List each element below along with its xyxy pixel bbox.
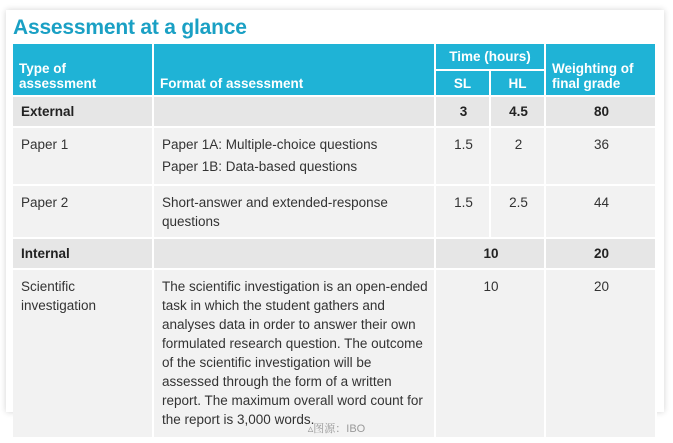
weight-cell: 80 xyxy=(545,96,656,127)
format-cell xyxy=(153,127,435,185)
weight-cell: 36 xyxy=(545,127,656,185)
table-row-paper1 xyxy=(13,127,656,185)
time-cell: 10 xyxy=(435,269,545,438)
page-title: Assessment at a glance xyxy=(13,16,247,39)
time-cell: 10 xyxy=(435,238,545,269)
hl-cell: 4.5 xyxy=(490,96,545,127)
section-row-internal xyxy=(13,238,656,269)
sl-cell: 1.5 xyxy=(435,185,490,238)
format-line: Paper 1B: Data-based questions xyxy=(162,159,358,174)
header-weighting: Weighting of final grade xyxy=(545,44,656,96)
empty-cell xyxy=(153,96,435,127)
header-format: Format of assessment xyxy=(153,44,435,96)
table-row-scientific xyxy=(13,269,656,438)
hl-cell: 2.5 xyxy=(490,185,545,238)
type-cell: Paper 2 xyxy=(13,185,153,238)
format-cell: The scientific investigation is an open-ended task in which the student gathers and analyses data in order to answer their own formulated research question. The outcome of the scientific investigation will be assessed through the form of a written report. The maximum overall word count for the report is 3,000 words. xyxy=(153,269,435,438)
weight-cell: 20 xyxy=(545,269,656,438)
section-row-external xyxy=(13,96,656,127)
format-cell: Short-answer and extended-response questions xyxy=(153,185,435,238)
weight-cell: 44 xyxy=(545,185,656,238)
weight-cell: 20 xyxy=(545,238,656,269)
image-source-caption: ▵图源：IBO xyxy=(307,423,366,435)
assessment-table xyxy=(13,44,657,439)
header-type: Type of assessment xyxy=(13,44,153,96)
type-cell: Paper 1 xyxy=(13,127,153,185)
header-time: Time (hours) xyxy=(435,44,545,70)
sl-cell: 1.5 xyxy=(435,127,490,185)
format-line: Paper 1A: Multiple-choice questions xyxy=(162,137,378,152)
sl-cell: 3 xyxy=(435,96,490,127)
header-sl: SL xyxy=(435,70,490,96)
section-label: Internal xyxy=(13,238,153,269)
type-cell: Scientific investigation xyxy=(13,269,153,438)
header-hl: HL xyxy=(490,70,545,96)
table-row-paper2 xyxy=(13,185,656,238)
hl-cell: 2 xyxy=(490,127,545,185)
empty-cell xyxy=(153,238,435,269)
section-label: External xyxy=(13,96,153,127)
